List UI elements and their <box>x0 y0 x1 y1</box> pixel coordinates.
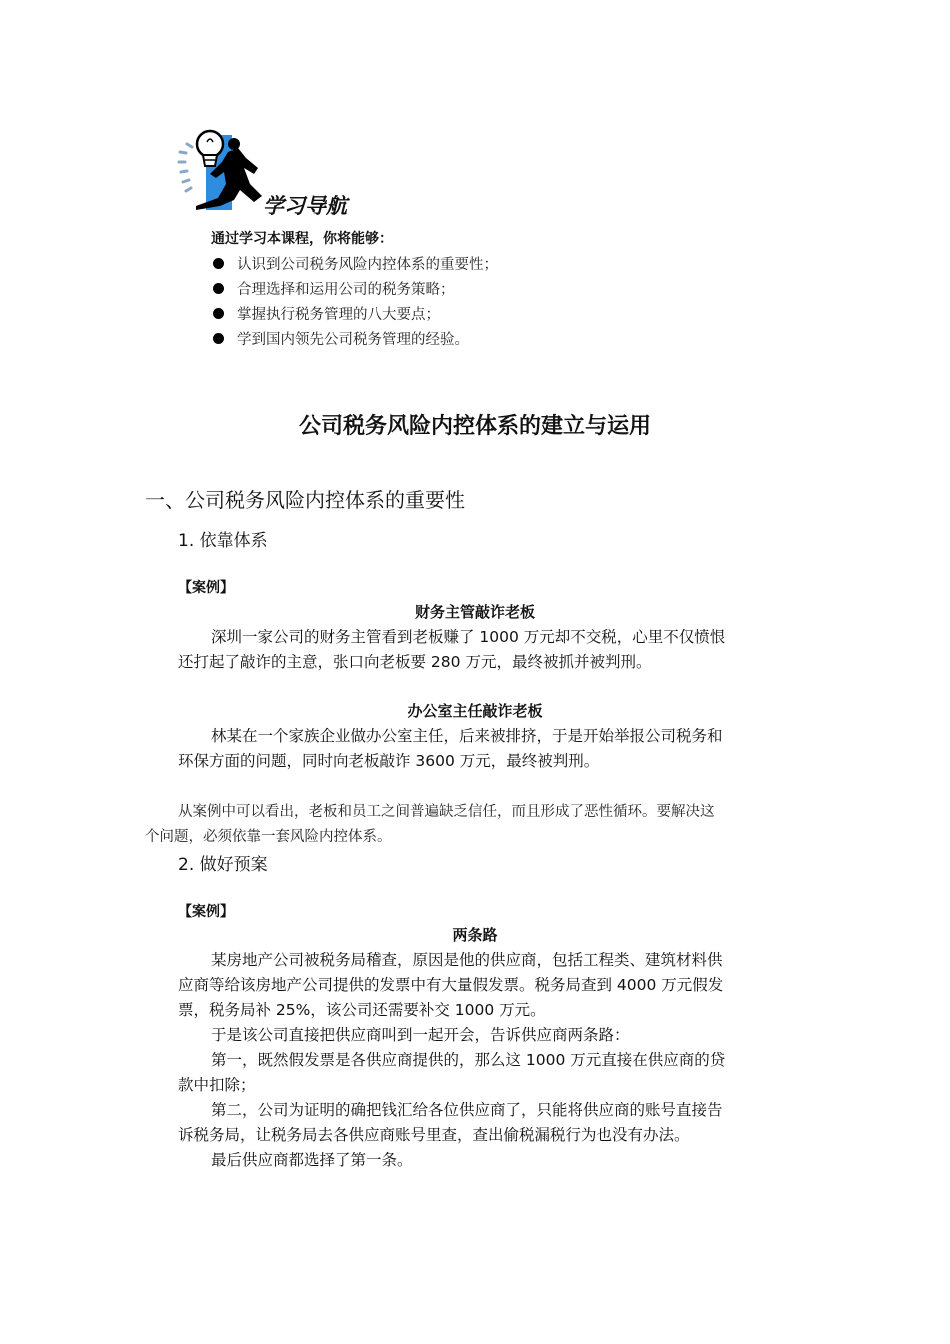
case-text-line: 还打起了敲诈的主意，张口向老板要 280 万元，最终被抓并被判刑。 <box>178 653 652 671</box>
case-text-line: 应商等给该房地产公司提供的发票中有大量假发票。税务局查到 4000 万元假发 <box>178 976 724 994</box>
case-text-line: 于是该公司直接把供应商叫到一起开会，告诉供应商两条路： <box>211 1026 630 1044</box>
goal-item <box>213 328 469 349</box>
case-text-line: 诉税务局，让税务局去各供应商账号里查，查出偷税漏税行为也没有办法。 <box>178 1126 690 1144</box>
section-heading: 一、公司税务风险内控体系的重要性 <box>145 488 465 512</box>
bullet-icon <box>213 258 224 269</box>
case-title: 财务主管敲诈老板 <box>414 603 535 621</box>
goal-text: 认识到公司税务风险内控体系的重要性； <box>237 257 498 273</box>
goal-text: 掌握执行税务管理的八大要点； <box>237 307 440 323</box>
navigation-title: 学习导航 <box>263 194 347 218</box>
case-text-line: 深圳一家公司的财务主管看到老板赚了 1000 万元却不交税，心里不仅愤恨 <box>211 628 726 646</box>
conclusion-line: 个问题，必须依靠一套风险内控体系。 <box>145 829 392 845</box>
navigation-intro: 通过学习本课程，你将能够： <box>211 231 393 247</box>
case-text-line: 林某在一个家族企业做办公室主任，后来被排挤，于是开始举报公司税务和 <box>211 727 723 745</box>
case-tag: 【案例】 <box>178 904 234 920</box>
goal-text: 合理选择和运用公司的税务策略； <box>237 282 455 298</box>
case-text-line: 最后供应商都选择了第一条。 <box>211 1151 413 1169</box>
goal-text: 学到国内领先公司税务管理的经验。 <box>237 332 469 348</box>
document-title: 公司税务风险内控体系的建立与运用 <box>298 414 651 439</box>
case-text-line: 环保方面的问题，同时向老板敲诈 3600 万元，最终被判刑。 <box>178 752 600 770</box>
goal-item <box>213 253 498 274</box>
case-text-line: 某房地产公司被税务局稽查，原因是他的供应商，包括工程类、建筑材料供 <box>211 951 723 969</box>
case-title: 两条路 <box>452 926 498 944</box>
bullet-icon <box>213 283 224 294</box>
subsection-heading: 1. 依靠体系 <box>178 531 268 551</box>
subsection-heading: 2. 做好预案 <box>178 855 268 875</box>
case-text-line: 票，税务局补 25%，该公司还需要补交 1000 万元。 <box>178 1001 546 1019</box>
bullet-icon <box>213 308 224 319</box>
case-title: 办公室主任敲诈老板 <box>407 702 543 720</box>
case-text-line: 款中扣除； <box>178 1076 256 1094</box>
case-text-line: 第二，公司为证明的确把钱汇给各位供应商了，只能将供应商的账号直接告 <box>211 1101 723 1119</box>
goal-item <box>213 278 455 299</box>
learning-navigation-icon <box>176 122 271 217</box>
case-tag: 【案例】 <box>178 580 234 596</box>
bullet-icon <box>213 333 224 344</box>
goal-item <box>213 303 440 324</box>
conclusion-line: 从案例中可以看出，老板和员工之间普遍缺乏信任，而且形成了恶性循环。要解决这 <box>178 804 715 820</box>
case-text-line: 第一，既然假发票是各供应商提供的，那么这 1000 万元直接在供应商的贷 <box>211 1051 726 1069</box>
